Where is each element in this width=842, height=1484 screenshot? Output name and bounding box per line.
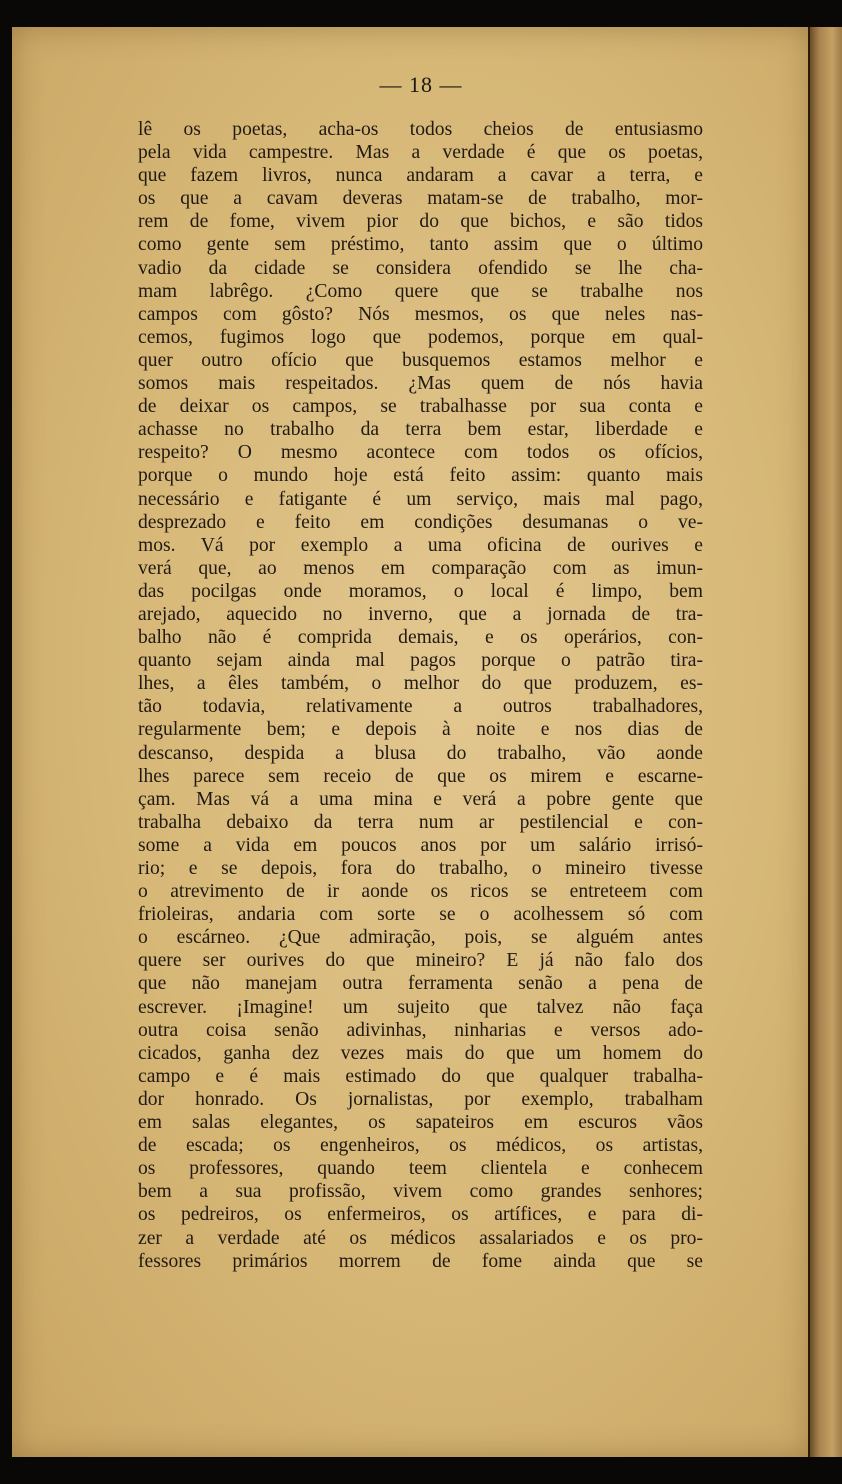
text-line: balho não é comprida demais, e os operários, con-	[138, 627, 703, 649]
text-line: quere ser ourives do que mineiro? E já não falo dos	[138, 950, 703, 972]
text-line: regularmente bem; e depois à noite e nos dias de	[138, 719, 703, 741]
text-line: zer a verdade até os médicos assalariados e os pro-	[138, 1227, 703, 1249]
text-line: que fazem livros, nunca andaram a cavar a terra, e	[138, 165, 703, 187]
text-line: das pocilgas onde moramos, o local é limpo, bem	[138, 580, 703, 602]
text-line: os professores, quando teem clientela e conhecem	[138, 1158, 703, 1180]
text-line: fessores primários morrem de fome ainda que se	[138, 1250, 703, 1272]
text-line: os que a cavam deveras matam-se de trabalho, mor-	[138, 188, 703, 210]
text-line: quer outro ofício que busquemos estamos melhor e	[138, 349, 703, 371]
body-text	[138, 118, 703, 1273]
text-line: outra coisa senão adivinhas, ninharias e versos ado-	[138, 1019, 703, 1041]
text-line: respeito? O mesmo acontece com todos os ofícios,	[138, 442, 703, 464]
text-line: campos com gôsto? Nós mesmos, os que neles nas-	[138, 303, 703, 325]
text-line: frioleiras, andaria com sorte se o acolhessem só com	[138, 904, 703, 926]
text-line: de escada; os engenheiros, os médicos, os artistas,	[138, 1135, 703, 1157]
text-line: que não manejam outra ferramenta senão a pena de	[138, 973, 703, 995]
text-line: rem de fome, vivem pior do que bichos, e são tidos	[138, 211, 703, 233]
text-line: descanso, despida a blusa do trabalho, vão aonde	[138, 742, 703, 764]
text-line: rio; e se depois, fora do trabalho, o mineiro tivesse	[138, 858, 703, 879]
text-line: lê os poetas, acha-os todos cheios de entusiasmo	[138, 119, 703, 140]
text-line: dor honrado. Os jornalistas, por exemplo, trabalham	[138, 1088, 703, 1110]
text-line: mos. Vá por exemplo a uma oficina de ourives e	[138, 534, 703, 556]
text-line: desprezado e feito em condições desumanas o ve-	[138, 511, 703, 533]
text-line: arejado, aquecido no inverno, que a jornada de tra-	[138, 603, 703, 625]
text-line: vadio da cidade se considera ofendido se lhe cha-	[138, 257, 703, 279]
text-line: o atrevimento de ir aonde os ricos se entreteem com	[138, 881, 703, 903]
text-line: lhes, a êles também, o melhor do que produzem, es-	[138, 673, 703, 695]
text-line: some a vida em poucos anos por um salário irrisó-	[138, 834, 703, 856]
text-line: tão todavia, relativamente a outros trabalhadores,	[138, 696, 703, 718]
text-line: de deixar os campos, se trabalhasse por sua conta e	[138, 396, 703, 418]
text-line: lhes parece sem receio de que os mirem e escarne-	[138, 765, 703, 787]
text-line: cicados, ganha dez vezes mais do que um homem do	[138, 1042, 703, 1064]
text-line: cemos, fugimos logo que podemos, porque em qual-	[138, 326, 703, 348]
text-line: bem a sua profissão, vivem como grandes senhores;	[138, 1181, 703, 1203]
text-line: verá que, ao menos em comparação com as imun-	[138, 557, 703, 579]
text-line: campo e é mais estimado do que qualquer trabalha-	[138, 1065, 703, 1087]
text-line: o escárneo. ¿Que admiração, pois, se alguém antes	[138, 927, 703, 949]
text-line: como gente sem préstimo, tanto assim que o último	[138, 234, 703, 256]
text-line: somos mais respeitados. ¿Mas quem de nós havia	[138, 373, 703, 395]
text-line: çam. Mas vá a uma mina e verá a pobre gente que	[138, 788, 703, 810]
text-line: mam labrêgo. ¿Como quere que se trabalhe nos	[138, 280, 703, 302]
text-line: trabalha debaixo da terra num ar pestilencial e con-	[138, 811, 703, 833]
text-line: em salas elegantes, os sapateiros em escuros vãos	[138, 1112, 703, 1134]
page-number: — 18 —	[379, 72, 463, 97]
adjacent-page-edge	[810, 27, 842, 1457]
text-line: necessário e fatigante é um serviço, mais mal pago,	[138, 488, 703, 510]
text-line: pela vida campestre. Mas a verdade é que os poetas,	[138, 142, 703, 164]
text-line: escrever. ¡Imagine! um sujeito que talvez não faça	[138, 996, 703, 1018]
text-line: porque o mundo hoje está feito assim: quanto mais	[138, 465, 703, 487]
text-line: achasse no trabalho da terra bem estar, liberdade e	[138, 419, 703, 441]
text-line: os pedreiros, os enfermeiros, os artífices, e para di-	[138, 1204, 703, 1226]
text-line: quanto sejam ainda mal pagos porque o patrão tira-	[138, 650, 703, 672]
